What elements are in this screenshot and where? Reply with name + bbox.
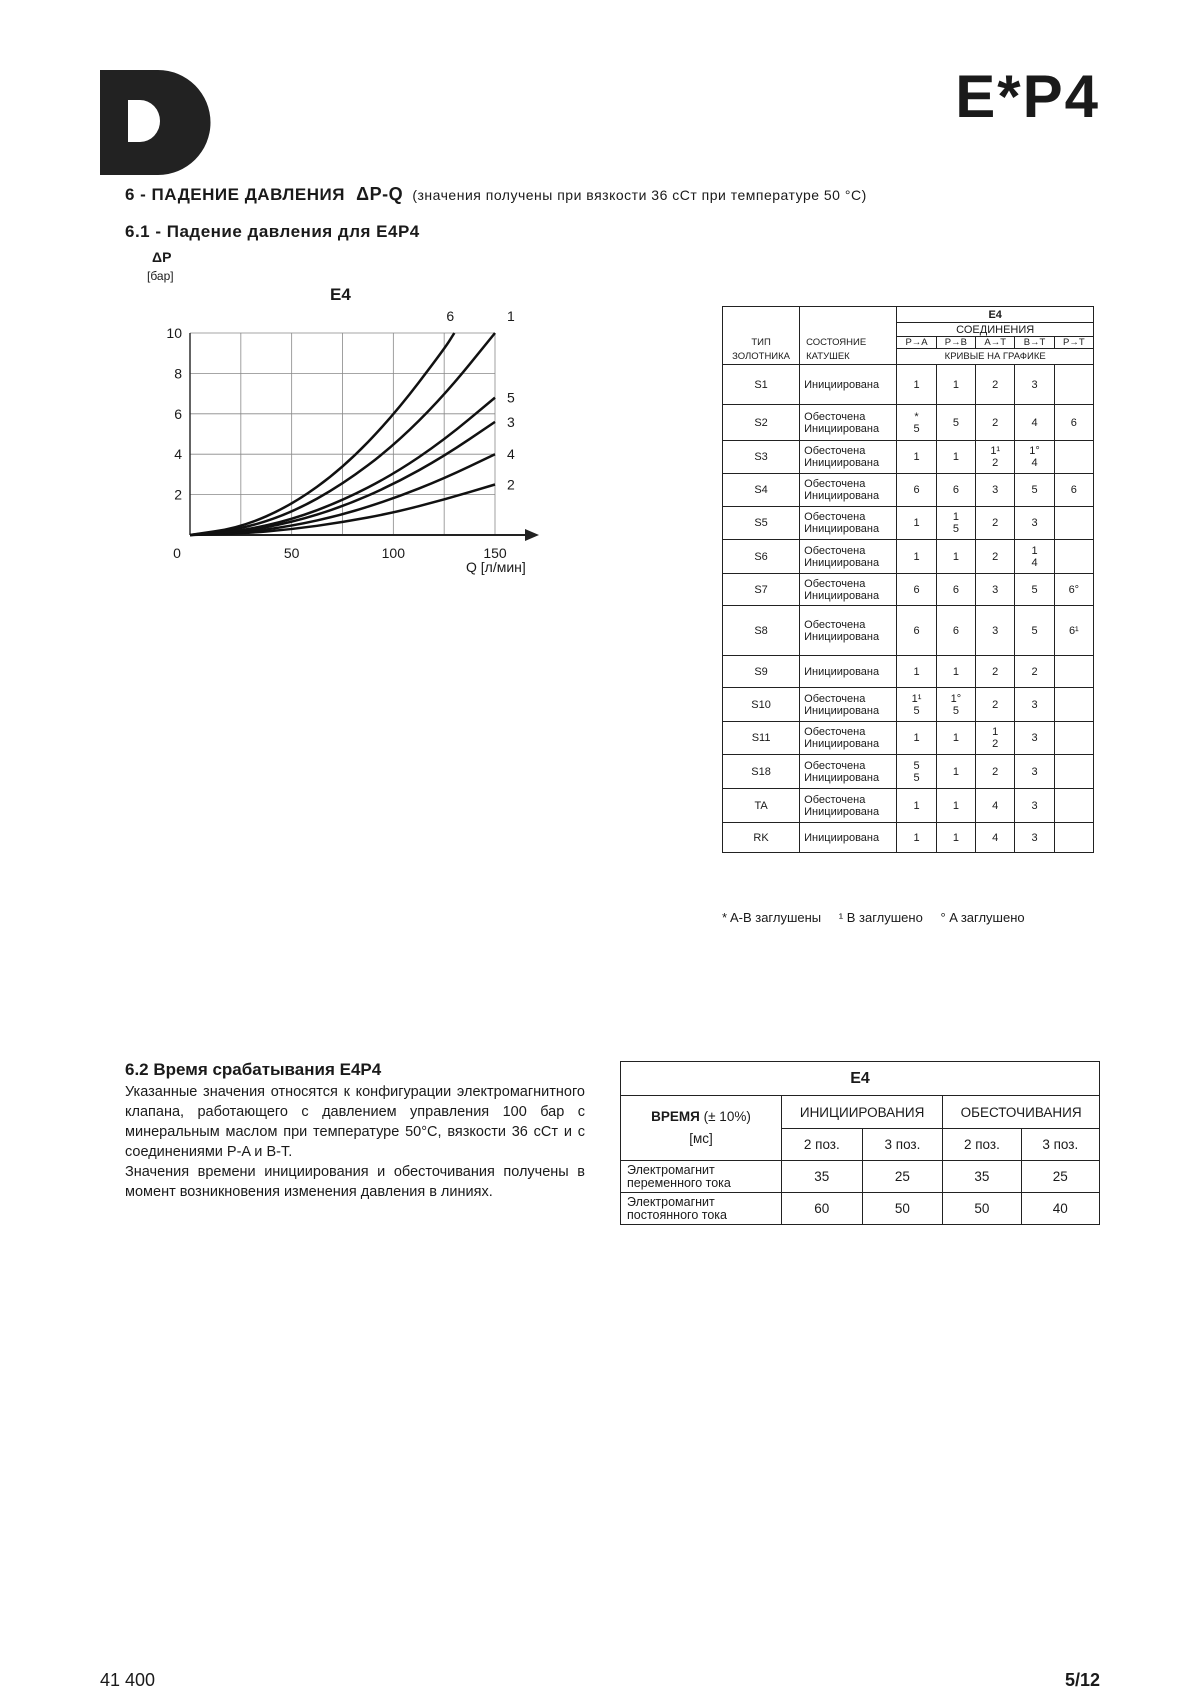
curve-cell: 6° [1054,574,1093,606]
spool-type: S10 [723,688,800,722]
table-row [723,574,1094,606]
document-code: 41 400 [100,1670,156,1690]
table-footnotes [722,910,1039,925]
dc-solenoid-label: Электромагнит постоянного тока [621,1193,782,1225]
time-header [621,1096,782,1161]
curve-cell [1054,688,1093,722]
curve-cell: 6 [897,606,936,656]
x-axis-arrow [525,529,539,541]
curve-cell [1054,441,1093,474]
coil-state: Инициирована [800,656,897,688]
chart-title: E4 [330,285,351,304]
curve-cell: 2 [976,755,1015,789]
table-row [723,823,1094,853]
curve-cell [1054,789,1093,823]
chart-ylabel-unit: [бар] [147,269,174,283]
curve-cell: * 5 [897,405,936,441]
spool-type: S1 [723,365,800,405]
chart-xlabel: Q [л/мин] [466,559,526,575]
response-table-title: E4 [621,1062,1100,1096]
curve-cell: 6 [1054,405,1093,441]
curve-cell: 1 5 [936,507,975,540]
curve-cell [1054,722,1093,755]
section-62-body [125,1082,585,1202]
curve-cell: 1 [936,789,975,823]
chart-ticks [166,325,506,561]
curve-cell: 1 2 [976,722,1015,755]
curve-cell: 2 [976,688,1015,722]
curve-cell: 1° 5 [936,688,975,722]
curve-label-4: 4 [507,446,515,463]
curve-cell: 2 [976,656,1015,688]
section-61-title: 6.1 - Падение давления для E4P4 [125,222,420,241]
curve-cell [1054,656,1093,688]
coil-state: Обесточена Инициирована [800,474,897,507]
table-row [723,540,1094,574]
table-row [723,755,1094,789]
time-label: ВРЕМЯ [651,1109,700,1124]
time-tolerance: (± 10%) [703,1109,751,1124]
curve-cell: 1 [897,656,936,688]
curve-cell: 1 [897,789,936,823]
curve-cell: 1 [897,540,936,574]
curve-cell [1054,755,1093,789]
pos-header: 3 поз. [1021,1129,1099,1161]
coil-state: Обесточена Инициирована [800,688,897,722]
curve-label-2: 2 [507,476,515,493]
curve-cell: 3 [1015,823,1054,853]
spool-type: S11 [723,722,800,755]
coil-state: Инициирована [800,365,897,405]
x-tick-label: 0 [173,545,181,561]
curve-cell: 6¹ [1054,606,1093,656]
spool-type: RK [723,823,800,853]
x-tick-label: 100 [381,545,406,561]
curve-cell: 3 [1015,755,1054,789]
table-row [723,365,1094,405]
response-time-table [620,1061,1100,1225]
curve-cell: 1¹ 2 [976,441,1015,474]
connection-header: A→T [976,337,1015,349]
curve-cell: 1 4 [1015,540,1054,574]
section-6-heading: 6 - ПАДЕНИЕ ДАВЛЕНИЯ [125,185,345,204]
curves-table [722,306,1094,853]
coil-state: Обесточена Инициирована [800,405,897,441]
curve-cell: 2 [976,507,1015,540]
y-tick-label: 6 [174,405,182,422]
curve-cell: 4 [976,823,1015,853]
time-cell: 60 [782,1193,863,1225]
curve-cell: 4 [976,789,1015,823]
section-62-paragraph-2: Значения времени инициирования и обесточивания получены в момент возникновения изменения давления в линиях. [125,1164,585,1200]
spool-type: S18 [723,755,800,789]
footnote-a: ° A заглушено [940,910,1025,925]
curve-cell: 1 [936,722,975,755]
curve-cell: 1 [897,441,936,474]
spool-type: S4 [723,474,800,507]
init-header: ИНИЦИИРОВАНИЯ [782,1096,943,1129]
curve-cell: 6 [1054,474,1093,507]
curve-cell: 6 [936,474,975,507]
curve-cell: 3 [976,474,1015,507]
curve-label-5: 5 [507,389,515,406]
curve-label-1: 1 [507,308,515,324]
pressure-drop-chart [140,245,560,585]
curve-label-6: 6 [446,308,455,324]
table-row [723,688,1094,722]
connections-header: СОЕДИНЕНИЯ [897,323,1094,337]
curve-cell: 5 [1015,606,1054,656]
curve-cell: 1 [897,823,936,853]
table-row [723,474,1094,507]
coil-state: Обесточена Инициирована [800,441,897,474]
footnote-b: ¹ B заглушено [838,910,923,925]
y-tick-label: 10 [166,325,182,341]
table-row [723,507,1094,540]
time-cell: 35 [782,1161,863,1193]
curve-cell: 1¹ 5 [897,688,936,722]
table1-title: E4 [897,307,1094,323]
curve-cell: 5 [1015,574,1054,606]
brand-logo [100,70,220,175]
curve-cell: 4 [1015,405,1054,441]
pos-header: 2 поз. [782,1129,863,1161]
col-state-label: СОСТОЯНИЕ КАТУШЕК [806,336,867,362]
page-number: 5/12 [1064,1670,1100,1690]
time-cell: 25 [1021,1161,1099,1193]
col-type-header [723,307,800,365]
curve-cell: 5 [936,405,975,441]
coil-state: Обесточена Инициирована [800,540,897,574]
curve-cell: 1 [936,755,975,789]
connection-header: P→A [897,337,936,349]
chart-axes [190,333,539,541]
curve-cell: 1 [897,507,936,540]
table-row [723,789,1094,823]
curve-cell: 1° 4 [1015,441,1054,474]
section-6-note: (значения получены при вязкости 36 сСт при температуре 50 °C) [412,187,867,203]
connection-header: P→T [1054,337,1093,349]
curve-cell: 2 [976,540,1015,574]
table-row [723,656,1094,688]
spool-type: S7 [723,574,800,606]
curve-cell: 3 [976,606,1015,656]
curves-header: КРИВЫЕ НА ГРАФИКЕ [897,349,1094,365]
y-tick-label: 8 [174,365,182,382]
curve-cell: 1 [936,441,975,474]
time-cell: 25 [862,1161,943,1193]
spool-type: S8 [723,606,800,656]
curve-cell: 6 [936,606,975,656]
curve-cell: 3 [976,574,1015,606]
time-cell: 40 [1021,1193,1099,1225]
curve-cell: 1 [936,656,975,688]
section-62-paragraph-1: Указанные значения относятся к конфигурации электромагнитного клапана, работающего с давлением управления 100 бар с минеральным маслом при температуре 50°C, вязкости 36 сСт и с соединениями P-A и B-T. [125,1084,585,1160]
spool-type: TA [723,789,800,823]
model-code: E*P4 [955,63,1100,130]
footnote-ab: * A-B заглушены [722,910,822,925]
pos-header: 2 поз. [943,1129,1021,1161]
curve-cell: 1 [936,365,975,405]
table-row [723,606,1094,656]
x-tick-label: 150 [483,545,507,561]
section-6-title [125,184,867,205]
curve-cell: 6 [897,474,936,507]
curve-cell: 2 [976,405,1015,441]
coil-state: Обесточена Инициирована [800,574,897,606]
connection-header: P→B [936,337,975,349]
time-cell: 35 [943,1161,1021,1193]
coil-state: Обесточена Инициирована [800,755,897,789]
coil-state: Обесточена Инициирована [800,722,897,755]
y-tick-label: 2 [174,486,182,503]
coil-state: Обесточена Инициирована [800,507,897,540]
curve-cell: 1 [936,540,975,574]
curve-label-3: 3 [507,413,515,430]
time-cell: 50 [943,1193,1021,1225]
x-tick-label: 50 [283,545,300,561]
chart-ylabel-symbol: ΔP [152,249,172,265]
connection-header: B→T [1015,337,1054,349]
curve-cell: 6 [936,574,975,606]
curve-cell: 3 [1015,722,1054,755]
coil-state: Обесточена Инициирована [800,606,897,656]
curve-cell: 3 [1015,507,1054,540]
curve-cell [1054,507,1093,540]
curve-cell: 2 [976,365,1015,405]
curve-6 [190,333,454,535]
coil-state: Инициирована [800,823,897,853]
section-6-symbol: ΔP-Q [356,184,404,204]
pos-header: 3 поз. [862,1129,943,1161]
spool-type: S5 [723,507,800,540]
col-state-header [800,307,897,365]
curve-cell: 3 [1015,789,1054,823]
table-row [723,722,1094,755]
curve-cell: 1 [897,365,936,405]
spool-type: S6 [723,540,800,574]
time-cell: 50 [862,1193,943,1225]
curve-cell [1054,365,1093,405]
curve-cell: 5 5 [897,755,936,789]
curve-cell: 1 [897,722,936,755]
coil-state: Обесточена Инициирована [800,789,897,823]
deenergize-header: ОБЕСТОЧИВАНИЯ [943,1096,1100,1129]
y-tick-label: 4 [174,446,182,463]
curve-cell [1054,823,1093,853]
curve-cell: 3 [1015,365,1054,405]
curve-cell: 3 [1015,688,1054,722]
spool-type: S9 [723,656,800,688]
table-row [723,405,1094,441]
curve-cell: 6 [897,574,936,606]
spool-type: S3 [723,441,800,474]
curve-cell: 1 [936,823,975,853]
spool-type: S2 [723,405,800,441]
curve-cell: 5 [1015,474,1054,507]
section-62-title: 6.2 Время срабатывания E4P4 [125,1060,382,1079]
curve-cell [1054,540,1093,574]
curve-cell: 2 [1015,656,1054,688]
chart-labels [446,308,515,493]
table-row [723,441,1094,474]
ac-solenoid-label: Электромагнит переменного тока [621,1161,782,1193]
time-unit: [мс] [689,1131,713,1146]
col-type-label: ТИП ЗОЛОТНИКА [732,336,791,362]
